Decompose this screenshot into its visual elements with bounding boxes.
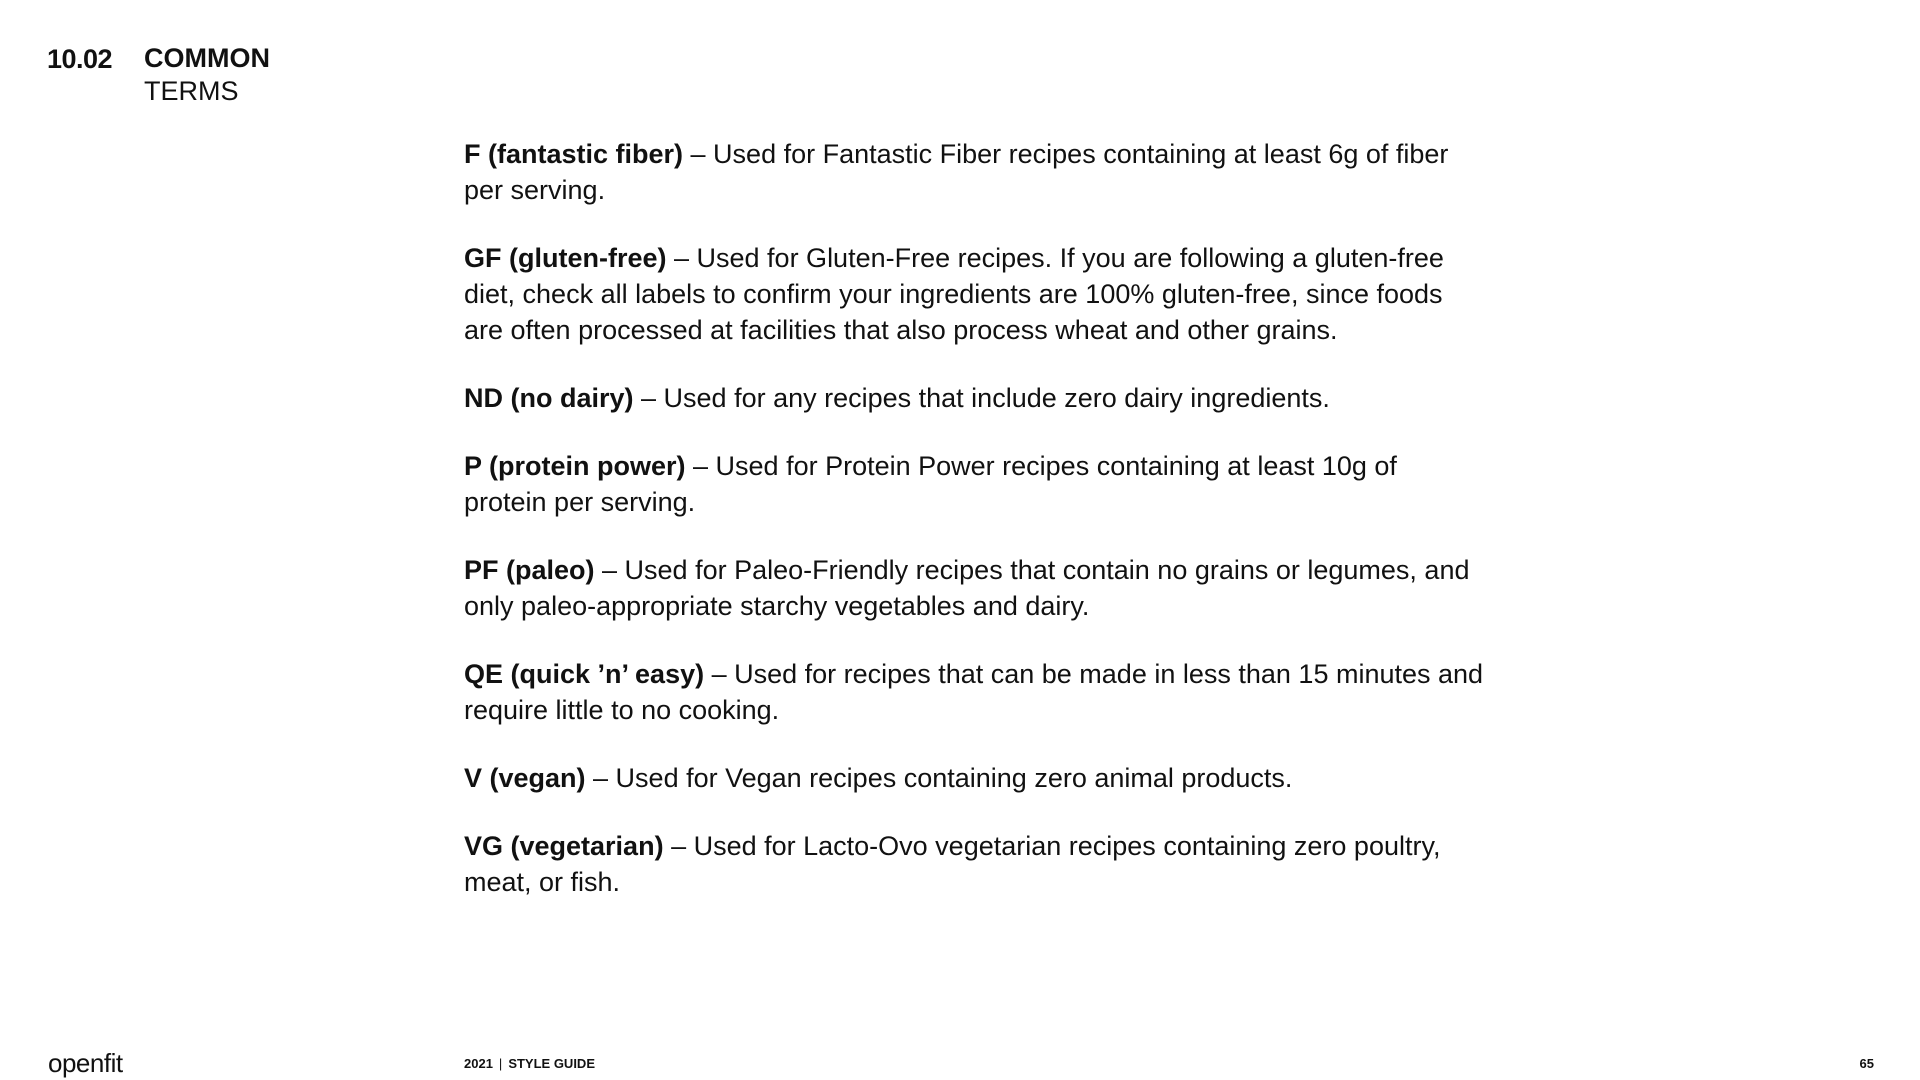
term-vegetarian [464,828,1484,900]
term-quick-n-easy [464,656,1484,728]
section-number: 10.02 [47,44,113,74]
footer-separator: | [498,1056,503,1071]
term-description: – Used for any recipes that include zero dairy ingredients. [633,383,1330,413]
term-no-dairy [464,380,1484,416]
footer-year: 2021 [464,1056,493,1071]
page-number: 65 [1859,1056,1874,1071]
term-name: QE (quick ’n’ easy) [464,659,705,689]
term-name: P (protein power) [464,451,686,481]
term-description: – Used for Gluten-Free recipes. If you are following a gluten-free diet, check all labels to confirm your ingredients are 100% gluten-free, since foods are often processed at facilities that also process wheat and other grains. [464,243,1444,345]
term-description: – Used for Vegan recipes containing zero animal products. [585,763,1293,793]
term-description: – Used for recipes that can be made in less than 15 minutes and require little to no cooking. [464,659,1484,725]
term-name: F (fantastic fiber) [464,139,684,169]
term-name: VG (vegetarian) [464,831,664,861]
term-paleo [464,552,1484,624]
term-vegan [464,760,1484,796]
term-name: GF (gluten-free) [464,243,667,273]
term-gluten-free [464,240,1484,348]
footer-guide-name: STYLE GUIDE [508,1056,595,1071]
term-name: PF (paleo) [464,555,595,585]
section-title-line2: TERMS [144,76,239,106]
footer-guide-label [464,1056,595,1072]
section-title-line1: COMMON [144,43,270,73]
section-title [144,42,270,108]
term-description: – Used for Lacto-Ovo vegetarian recipes containing zero poultry, meat, or fish. [464,831,1441,897]
term-protein-power [464,448,1484,520]
term-name: ND (no dairy) [464,383,634,413]
term-description: – Used for Fantastic Fiber recipes containing at least 6g of fiber per serving. [464,139,1449,205]
term-name: V (vegan) [464,763,586,793]
term-fantastic-fiber [464,136,1484,208]
term-description: – Used for Paleo-Friendly recipes that contain no grains or legumes, and only paleo-appropriate starchy vegetables and dairy. [464,555,1470,621]
terms-list [464,136,1484,932]
term-description: – Used for Protein Power recipes containing at least 10g of protein per serving. [464,451,1397,517]
openfit-logo: openfit [48,1048,123,1078]
